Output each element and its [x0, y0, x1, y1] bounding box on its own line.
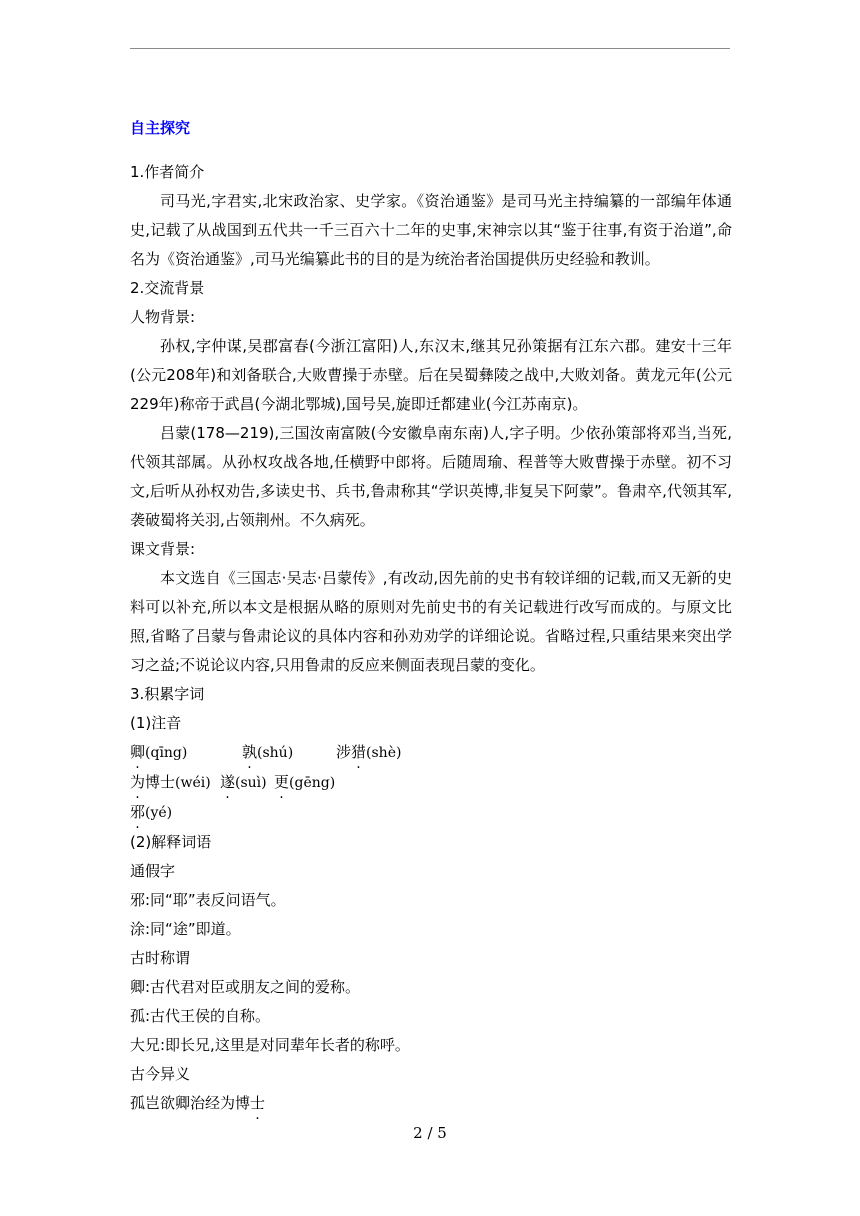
chengwei-item: 孤:古代王侯的自称。: [130, 1007, 271, 1025]
vocab-heading: 3.积累字词: [130, 685, 205, 703]
tongjia-item: 涂:同“途”即道。: [130, 920, 241, 938]
text-background-paragraph: 本文选自《三国志·吴志·吕蒙传》,有改动,因先前的史书有较详细的记载,而又无新的史料可以补充,所以本文是根据从略的原则对先前史书的有关记载进行改写而成的。与原文比照,省略了吕蒙与鲁肃论议的具体内容和孙劝劝学的详细论说。省略过程,只重结果来突出学习之益;不说论议内容,只用鲁肃的反应来侧面表现吕蒙的变化。: [130, 569, 732, 674]
pronunciation-row: [130, 738, 732, 768]
background-heading: 2.交流背景: [130, 279, 205, 297]
pronunciation-heading: (1)注音: [130, 714, 182, 732]
pronunciation-item: 更(gēng): [274, 773, 336, 791]
pronunciation-item: 邪(yé): [130, 803, 173, 821]
pronunciation-item: 孰(shú): [242, 743, 294, 761]
chengwei-label: 古时称谓: [130, 949, 191, 967]
pronunciation-item: 遂(suì): [220, 773, 267, 791]
pronunciation-item: 为博士(wéi): [130, 773, 211, 791]
page-content: [130, 114, 732, 1118]
author-heading: 1.作者简介: [130, 163, 205, 181]
tongjia-item: 邪:同“耶”表反问语气。: [130, 891, 286, 909]
text-background-label: 课文背景:: [130, 540, 196, 558]
pronunciation-row: [130, 798, 732, 828]
lvmeng-paragraph: 吕蒙(178—219),三国汝南富陂(今安徽阜南东南)人,字子明。少依孙策部将邓当,当死,代领其部属。从孙权攻战各地,任横野中郎将。后随周瑜、程普等大败曹操于赤壁。初不习文,后听从孙权劝告,多读史书、兵书,鲁肃称其“学识英博,非复吴下阿蒙”。鲁肃卒,代领其军,袭破蜀将关羽,占领荆州。不久病死。: [130, 424, 732, 529]
pronunciation-item: 卿(qīng): [130, 743, 188, 761]
tongjia-label: 通假字: [130, 862, 176, 880]
person-background-label: 人物背景:: [130, 308, 196, 326]
gujin-example: 孤岂欲卿治经为博士: [130, 1094, 266, 1112]
chengwei-item: 大兄:即长兄,这里是对同辈年长者的称呼。: [130, 1036, 410, 1054]
pronunciation-row: [130, 768, 732, 798]
header-divider: [130, 48, 730, 49]
page-number: 2 / 5: [413, 1124, 447, 1142]
pronunciation-item: 涉猎(shè): [336, 743, 402, 761]
gujin-label: 古今异义: [130, 1065, 191, 1083]
author-paragraph: 司马光,字君实,北宋政治家、史学家。《资治通鉴》是司马光主持编纂的一部编年体通史,记载了从战国到五代共一千三百六十二年的史事,宋神宗以其“鉴于往事,有资于治道”,命名为《资治通鉴》,司马光编纂此书的目的是为统治者治国提供历史经验和教训。: [130, 192, 732, 268]
chengwei-item: 卿:古代君对臣或朋友之间的爱称。: [130, 978, 361, 996]
explain-heading: (2)解释词语: [130, 833, 212, 851]
sunquan-paragraph: 孙权,字仲谋,吴郡富春(今浙江富阳)人,东汉末,继其兄孙策据有江东六郡。建安十三年(公元208年)和刘备联合,大败曹操于赤壁。后在吴蜀彝陵之战中,大败刘备。黄龙元年(公元229年)称帝于武昌(今湖北鄂城),国号吴,旋即迁都建业(今江苏南京)。: [130, 337, 732, 413]
section-title: 自主探究: [130, 119, 191, 137]
